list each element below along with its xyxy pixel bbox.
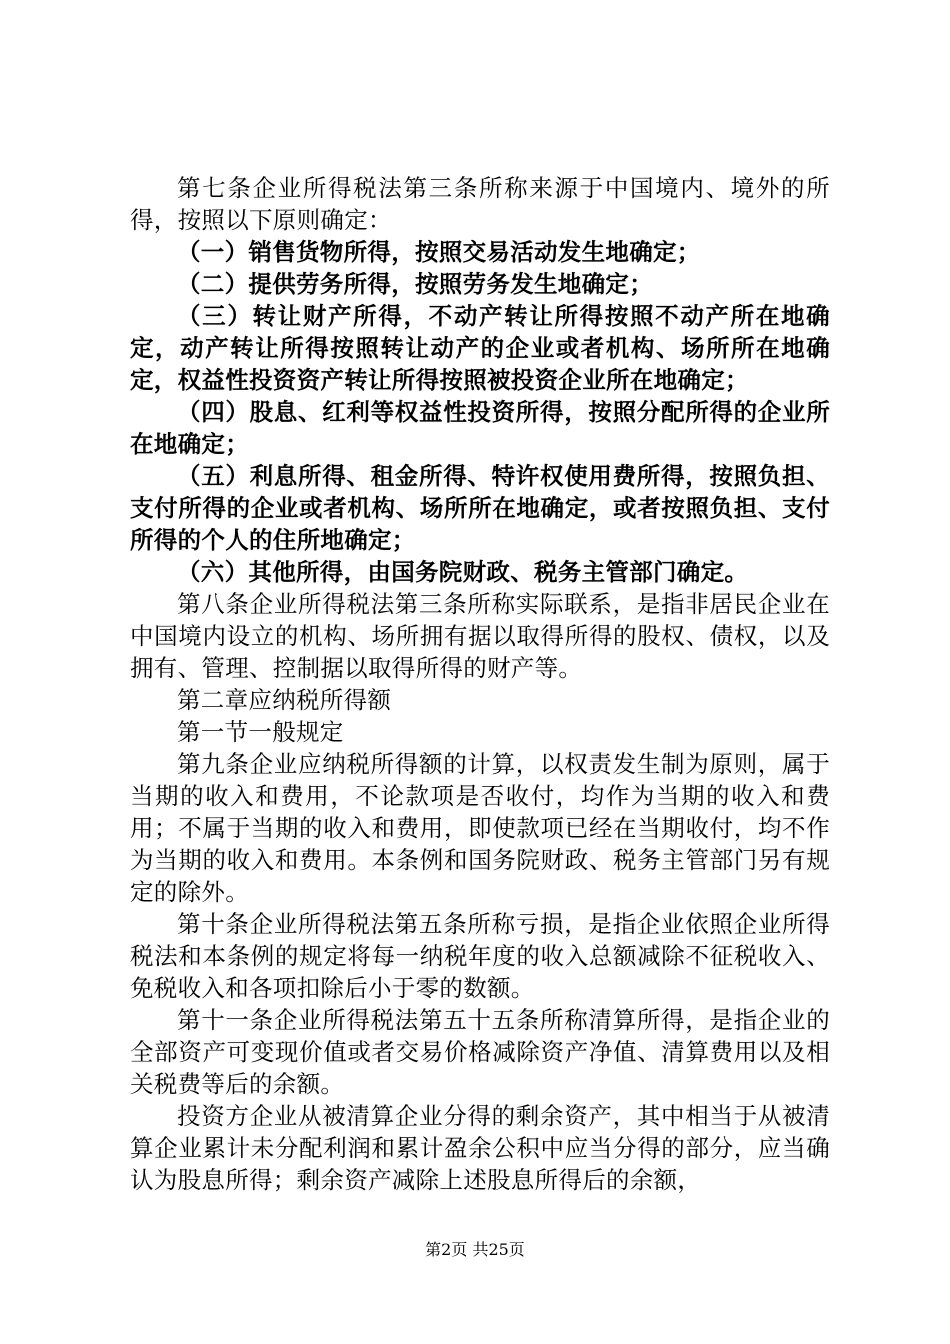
paragraph-item-1: （一）销售货物所得，按照交易活动发生地确定； [177,238,701,266]
paragraph-item-4: （四）股息、红利等权益性投资所得，按照分配所得的企业所在地确定； [130,398,830,458]
paragraph-article-7: 第七条企业所得税法第三条所称来源于中国境内、境外的所得，按照以下原则确定： [130,174,830,234]
paragraph-article-9: 第九条企业应纳税所得额的计算，以权责发生制为原则，属于当期的收入和费用，不论款项是否收付，均作为当期的收入和费用；不属于当期的收入和费用，即使款项已经在当期收付，均不作为当期的收入和费用。本条例和国务院财政、税务主管部门另有规定的除外。 [130,750,830,906]
paragraph-item-3: （三）转让财产所得，不动产转让所得按照不动产所在地确定，动产转让所得按照转让动产的企业或者机构、场所所在地确定，权益性投资资产转让所得按照被投资企业所在地确定； [130,302,830,394]
chapter-heading: 第二章应纳税所得额 [177,686,392,714]
section-heading: 第一节一般规定 [177,718,344,746]
paragraph-item-2: （二）提供劳务所得，按照劳务发生地确定； [177,270,653,298]
page-indicator: 第2页 共25页 [425,1240,525,1259]
document-body [130,172,830,1196]
paragraph-item-6: （六）其他所得，由国务院财政、税务主管部门确定。 [177,558,749,586]
paragraph-investor-distribution: 投资方企业从被清算企业分得的剩余资产，其中相当于从被清算企业累计未分配利润和累计盈余公积中应当分得的部分，应当确认为股息所得；剩余资产减除上述股息所得后的余额， [130,1102,830,1194]
paragraph-article-11: 第十一条企业所得税法第五十五条所称清算所得，是指企业的全部资产可变现价值或者交易价格减除资产净值、清算费用以及相关税费等后的余额。 [130,1006,830,1098]
paragraph-item-5: （五）利息所得、租金所得、特许权使用费所得，按照负担、支付所得的企业或者机构、场所所在地确定，或者按照负担、支付所得的个人的住所地确定； [130,462,830,554]
paragraph-article-10: 第十条企业所得税法第五条所称亏损，是指企业依照企业所得税法和本条例的规定将每一纳税年度的收入总额减除不征税收入、免税收入和各项扣除后小于零的数额。 [130,910,830,1002]
paragraph-article-8: 第八条企业所得税法第三条所称实际联系，是指非居民企业在中国境内设立的机构、场所拥有据以取得所得的股权、债权，以及拥有、管理、控制据以取得所得的财产等。 [130,590,830,682]
